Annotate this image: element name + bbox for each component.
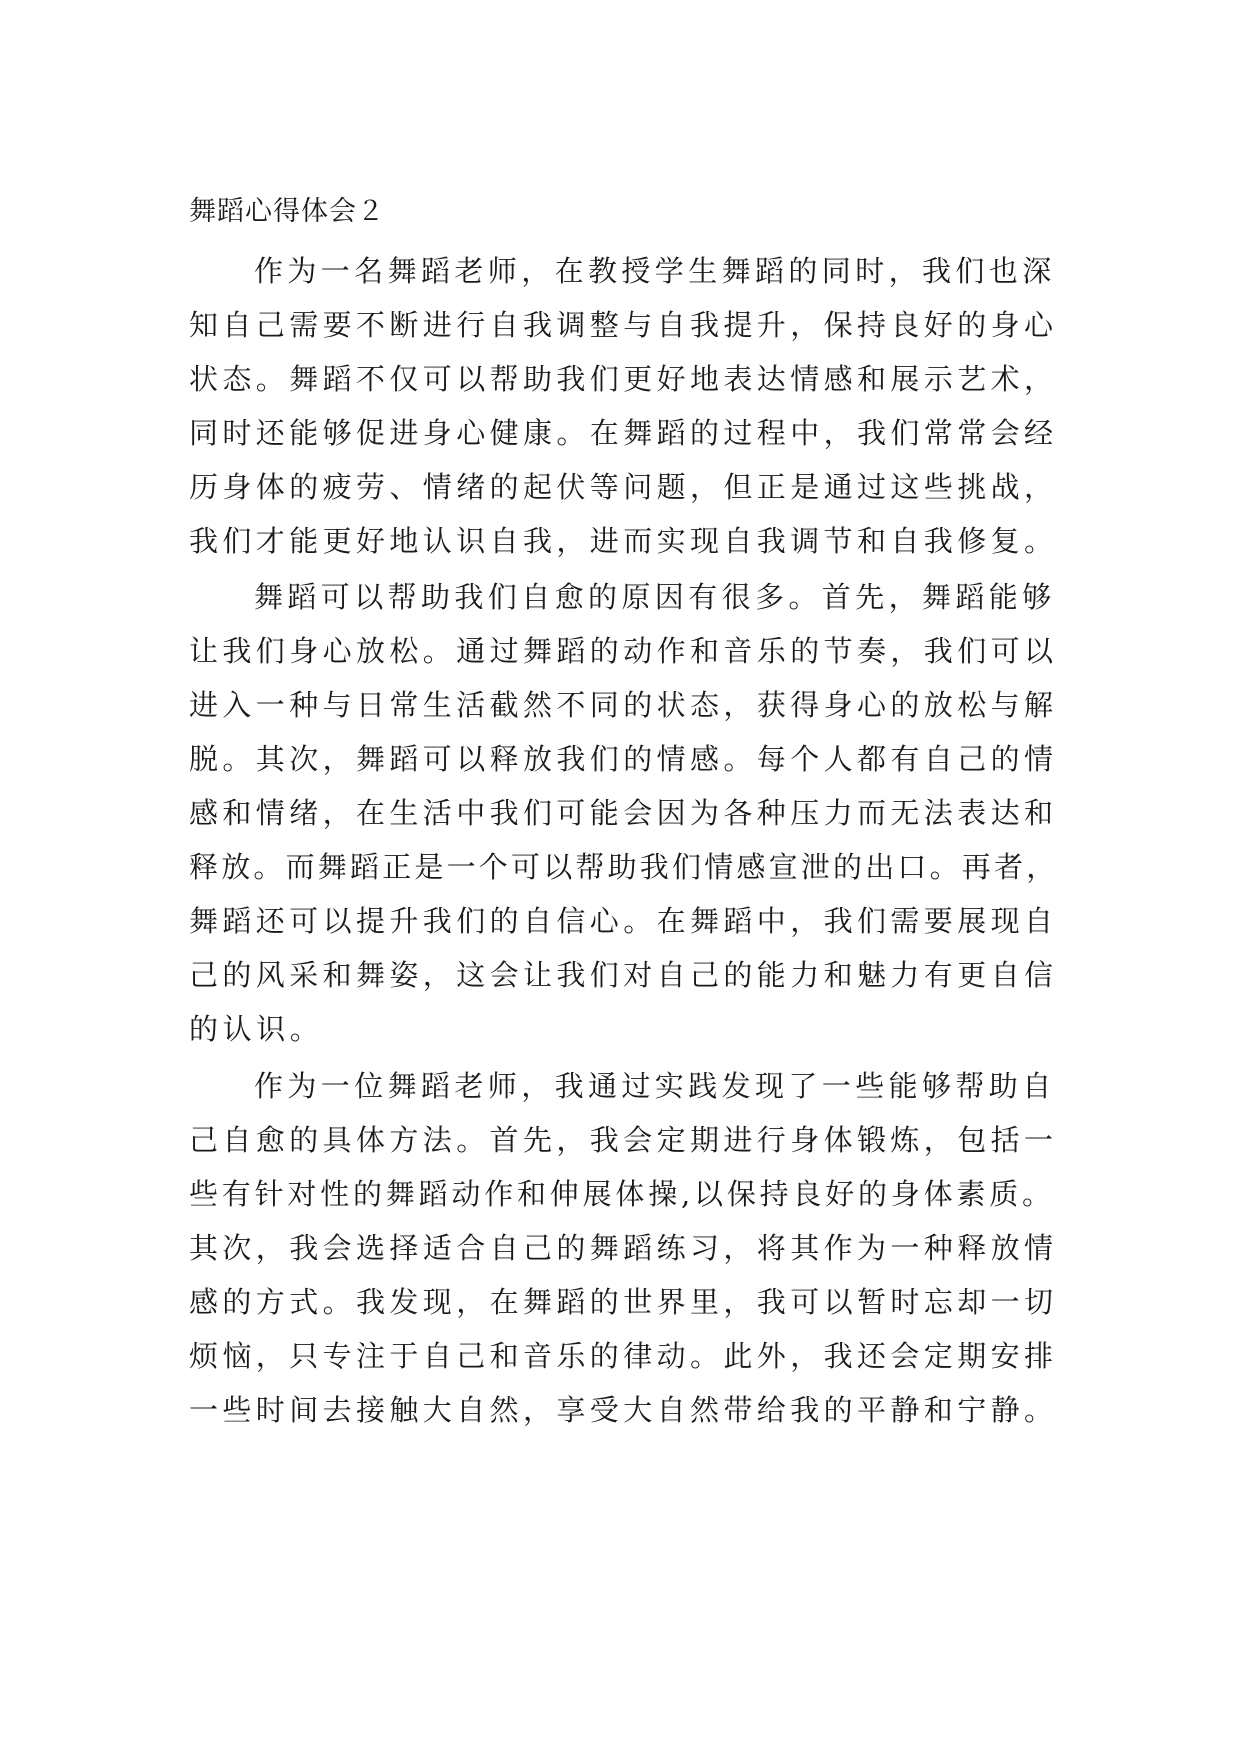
paragraph-2-line-3: 进入一种与日常生活截然不同的状态，获得身心的放松与解 [189, 688, 1058, 722]
paragraph-3-line-7: 一些时间去接触大自然，享受大自然带给我的平静和宁静。 [189, 1393, 1058, 1427]
paragraph-2-line-7: 舞蹈还可以提升我们的自信心。在舞蹈中，我们需要展现自 [189, 904, 1058, 938]
document-title: 舞蹈心得体会２ [189, 196, 385, 227]
paragraph-2-line-9: 的认识。 [189, 1012, 324, 1046]
paragraph-2-line-8: 己的风采和舞姿，这会让我们对自己的能力和魅力有更自信 [189, 958, 1058, 992]
paragraph-3-line-5: 感的方式。我发现，在舞蹈的世界里，我可以暂时忘却一切 [189, 1285, 1058, 1319]
paragraph-3-line-4: 其次，我会选择适合自己的舞蹈练习，将其作为一种释放情 [189, 1231, 1058, 1265]
paragraph-3-line-2: 己自愈的具体方法。首先，我会定期进行身体锻炼，包括一 [189, 1123, 1058, 1157]
paragraph-1-line-1: 作为一名舞蹈老师，在教授学生舞蹈的同时，我们也深 [254, 254, 1056, 288]
paragraph-1-line-2: 知自己需要不断进行自我调整与自我提升，保持良好的身心 [189, 308, 1058, 342]
paragraph-1-line-3: 状态。舞蹈不仅可以帮助我们更好地表达情感和展示艺术， [189, 362, 1058, 396]
paragraph-2-line-6: 释放。而舞蹈正是一个可以帮助我们情感宣泄的出口。再者， [189, 850, 1059, 884]
paragraph-2-line-1: 舞蹈可以帮助我们自愈的原因有很多。首先，舞蹈能够 [254, 580, 1056, 614]
paragraph-2-line-5: 感和情绪，在生活中我们可能会因为各种压力而无法表达和 [189, 796, 1058, 830]
paragraph-1-line-4: 同时还能够促进身心健康。在舞蹈的过程中，我们常常会经 [189, 416, 1058, 450]
paragraph-3-line-1: 作为一位舞蹈老师，我通过实践发现了一些能够帮助自 [254, 1069, 1056, 1103]
paragraph-2-line-4: 脱。其次，舞蹈可以释放我们的情感。每个人都有自己的情 [189, 742, 1058, 776]
paragraph-1-line-6: 我们才能更好地认识自我，进而实现自我调节和自我修复。 [189, 524, 1058, 558]
paragraph-2-line-2: 让我们身心放松。通过舞蹈的动作和音乐的节奏，我们可以 [189, 634, 1058, 668]
paragraph-1-line-5: 历身体的疲劳、情绪的起伏等问题，但正是通过这些挑战， [189, 470, 1058, 504]
paragraph-3-line-6: 烦恼，只专注于自己和音乐的律动。此外，我还会定期安排 [189, 1339, 1058, 1373]
paragraph-3-line-3: 些有针对性的舞蹈动作和伸展体操,以保持良好的身体素质。 [189, 1177, 1055, 1211]
